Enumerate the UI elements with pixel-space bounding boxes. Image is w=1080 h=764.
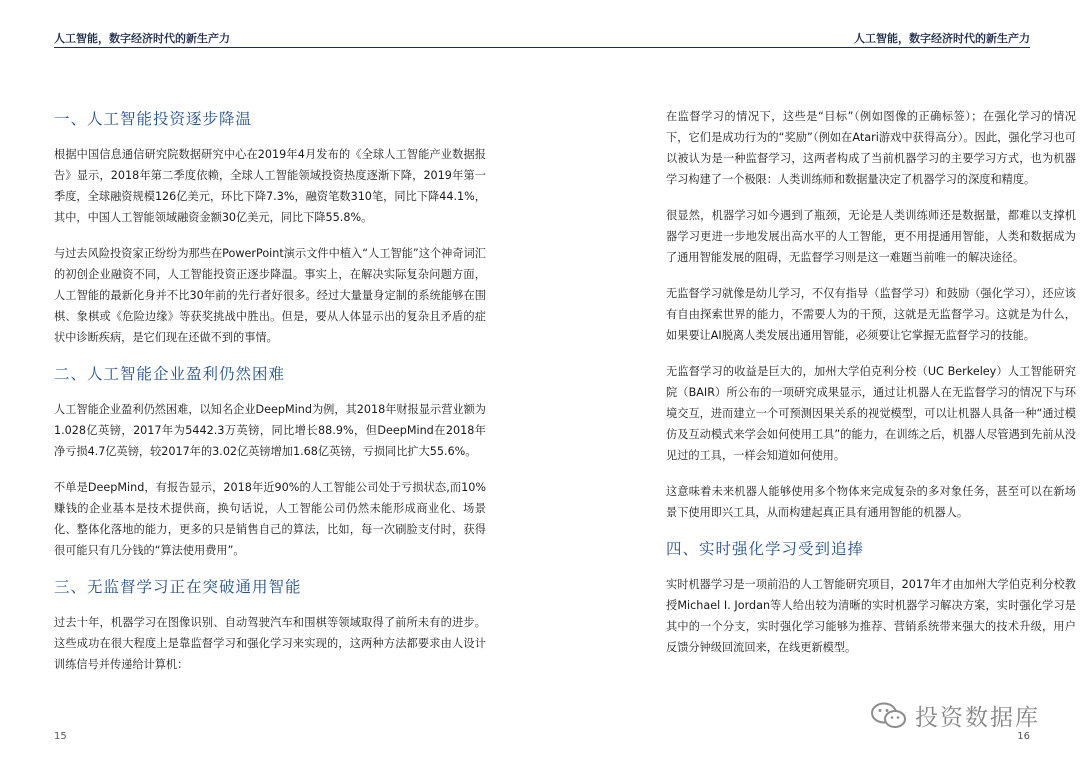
section-title-4: 四、实时强化学习受到追捧 bbox=[666, 540, 865, 558]
section-title-1: 一、人工智能投资逐步降温 bbox=[54, 110, 253, 128]
paragraph: 无监督学习的收益是巨大的，加州大学伯克利分校（UC Berkeley）人工智能研究院（BAIR）所公布的一项研究成果显示，通过让机器人在无监督学习的情况下与环境交互，进而建立一个可预测因果关系的视觉模型，可以让机器人具备一种“通过模仿及互动模式来学会如何使用工具”的能力，在训练之后，机器人尽管遇到先前从没见过的工具，一样会知道如何使用。 bbox=[666, 365, 1076, 462]
right-page bbox=[540, 0, 1080, 764]
section-title-3: 三、无监督学习正在突破通用智能 bbox=[54, 578, 302, 596]
paragraph: 很显然，机器学习如今遇到了瓶颈，无论是人类训练师还是数据量，都难以支撑机器学习更进一步地发展出高水平的人工智能，更不用提通用智能，人类和数据成为了通用智能发展的阻碍，无监督学习则是这一难题当前唯一的解决途径。 bbox=[666, 209, 1076, 264]
paragraph: 人工智能企业盈利仍然困难，以知名企业DeepMind为例，其2018年财报显示营业额为1.028亿英镑，2017年为5442.3万英镑，同比增长88.9%，但DeepMind在2018年净亏损4.7亿英镑，较2017年的3.02亿英镑增加1.68亿英镑，亏损同比扩大55.6%。 bbox=[54, 403, 486, 458]
section-title-2: 二、人工智能企业盈利仍然困难 bbox=[54, 365, 286, 383]
watermark-text: 投资数据库 bbox=[915, 705, 1040, 731]
page-number-right: 16 bbox=[1017, 731, 1030, 742]
paragraph: 无监督学习就像是幼儿学习，不仅有指导（监督学习）和鼓励（强化学习），还应该有自由探索世界的能力，不需要人为的干预，这就是无监督学习。这就是为什么，如果要让AI脱离人类发展出通用智能，必须要让它掌握无监督学习的技能。 bbox=[666, 287, 1076, 342]
header-rule-left bbox=[54, 47, 540, 48]
paragraph: 在监督学习的情况下，这些是“目标”（例如图像的正确标签）；在强化学习的情况下，它们是成功行为的“奖励”（例如在Atari游戏中获得高分）。因此，强化学习也可以被认为是一种监督学习，这两者构成了当前机器学习的主要学习方式，也为机器学习构建了一个极限：人类训练师和数据量决定了机器学习的深度和精度。 bbox=[666, 110, 1076, 186]
left-column bbox=[54, 108, 486, 690]
wechat-icon bbox=[871, 702, 907, 730]
header-rule-right bbox=[540, 47, 1030, 48]
watermark bbox=[871, 699, 1040, 732]
running-head-left: 人工智能，数字经济时代的新生产力 bbox=[54, 32, 230, 45]
paragraph: 与过去风险投资家正纷纷为那些在PowerPoint演示文件中植入“人工智能”这个神奇词汇的初创企业融资不同，人工智能投资正逐步降温。事实上，在解决实际复杂问题方面，人工智能的最新化身并不比30年前的先行者好很多。经过大量量身定制的系统能够在围棋、象棋或《危险边缘》等获奖挑战中胜出。但是，要从人体显示出的复杂且矛盾的症状中诊断疾病，是它们现在还做不到的事情。 bbox=[54, 247, 486, 344]
paragraph: 不单是DeepMind，有报告显示，2018年近90%的人工智能公司处于亏损状态,而10%赚钱的企业基本是技术提供商，换句话说，人工智能公司仍然未能形成商业化、场景化、整体化落地的能力，更多的只是销售自己的算法，比如，每一次刷脸支付时，获得很可能只有几分钱的“算法使用费用”。 bbox=[54, 481, 486, 557]
paragraph: 过去十年，机器学习在图像识别、自动驾驶汽车和围棋等领域取得了前所未有的进步。这些成功在很大程度上是靠监督学习和强化学习来实现的，这两种方法都要求由人设计训练信号并传递给计算机： bbox=[54, 616, 486, 671]
paragraph: 实时机器学习是一项前沿的人工智能研究项目，2017年才由加州大学伯克利分校教授Michael I. Jordan等人给出较为清晰的实时机器学习解决方案，实时强化学习是其中的一个分支，实时强化学习能够为推荐、营销系统带来强大的技术升级，用户反馈分钟级回流回来，在线更新模型。 bbox=[666, 578, 1076, 654]
running-head-right: 人工智能，数字经济时代的新生产力 bbox=[854, 32, 1030, 45]
right-column bbox=[666, 106, 1076, 673]
paragraph: 这意味着未来机器人能够使用多个物体来完成复杂的多对象任务，甚至可以在新场景下使用即兴工具，从而构建起真正具有通用智能的机器人。 bbox=[666, 485, 1076, 519]
page-number-left: 15 bbox=[54, 731, 67, 742]
paragraph: 根据中国信息通信研究院数据研究中心在2019年4月发布的《全球人工智能产业数据报告》显示，2018年第二季度依赖，全球人工智能领域投资热度逐渐下降，2019年第一季度，全球融资规模126亿美元，环比下降7.3%，融资笔数310笔，同比下降44.1%，其中，中国人工智能领域融资金额30亿美元，同比下降55.8%。 bbox=[54, 148, 486, 224]
